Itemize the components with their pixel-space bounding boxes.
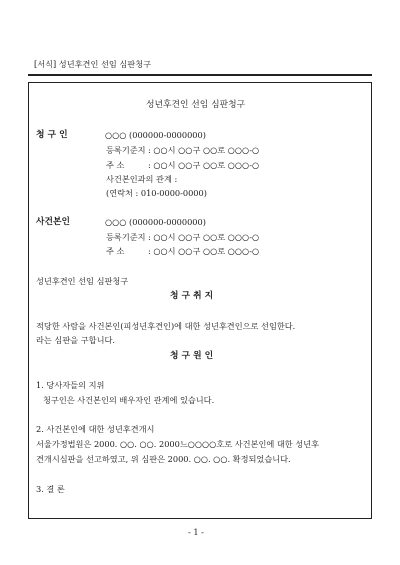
purpose-line-2: 라는 심판을 구합니다. bbox=[36, 335, 115, 345]
principal-reg-label: 등록기준지 bbox=[106, 232, 146, 242]
claimant-name-id: ○○○ (000000-0000000) bbox=[105, 130, 206, 140]
claimant-addr-value: : ○○시 ○○구 ○○로 ○○○-○ bbox=[148, 160, 260, 170]
purpose-heading: 청 구 취 지 bbox=[170, 291, 214, 301]
claimant-reg-label: 등록기준지 bbox=[106, 145, 146, 155]
page-number: - 1 - bbox=[188, 527, 204, 537]
section-2-title: 2. 사건본인에 대한 성년후견개시 bbox=[36, 424, 155, 434]
case-name: 성년후견인 선임 심판청구 bbox=[36, 276, 129, 286]
claimant-reg-value: : ○○시 ○○구 ○○로 ○○○-○ bbox=[148, 145, 260, 155]
section-2-line-2: 견개시심판을 선고하였고, 위 심판은 2000. ○○. ○○. 확정되었습니다. bbox=[36, 454, 291, 464]
header-rule bbox=[28, 74, 372, 76]
document-title: 성년후견인 선임 심판청구 bbox=[146, 100, 246, 110]
principal-reg-value: : ○○시 ○○구 ○○로 ○○○-○ bbox=[148, 232, 260, 242]
principal-name-id: ○○○ (000000-0000000) bbox=[105, 217, 206, 227]
purpose-line-1: 적당한 사람을 사건본인(피성년후견인)에 대한 성년후견인으로 선임한다. bbox=[36, 321, 296, 331]
section-1-text: 청구인은 사건본인의 배우자인 관계에 있습니다. bbox=[43, 395, 215, 405]
cause-heading: 청 구 원 인 bbox=[170, 351, 214, 361]
form-label: [서식] 성년후견인 선임 심판청구 bbox=[34, 59, 152, 69]
section-1-title: 1. 당사자들의 지위 bbox=[36, 380, 105, 390]
section-2-line-1: 서울가정법원은 2000. ○○. ○○. 2000느○○○○호로 사건본인에 대한 성년후 bbox=[36, 439, 320, 449]
section-3-title: 3. 결 론 bbox=[36, 484, 65, 494]
claimant-addr-label: 주 소 bbox=[106, 160, 125, 170]
claimant-contact: (연락처 : 010-0000-0000) bbox=[106, 188, 207, 198]
claimant-relation: 사건본인과의 관계 : bbox=[106, 174, 178, 184]
principal-role-label: 사건본인 bbox=[36, 217, 70, 227]
principal-addr-label: 주 소 bbox=[106, 246, 125, 256]
principal-addr-value: : ○○시 ○○구 ○○로 ○○○-○ bbox=[148, 246, 260, 256]
claimant-role-label: 청 구 인 bbox=[36, 130, 68, 140]
